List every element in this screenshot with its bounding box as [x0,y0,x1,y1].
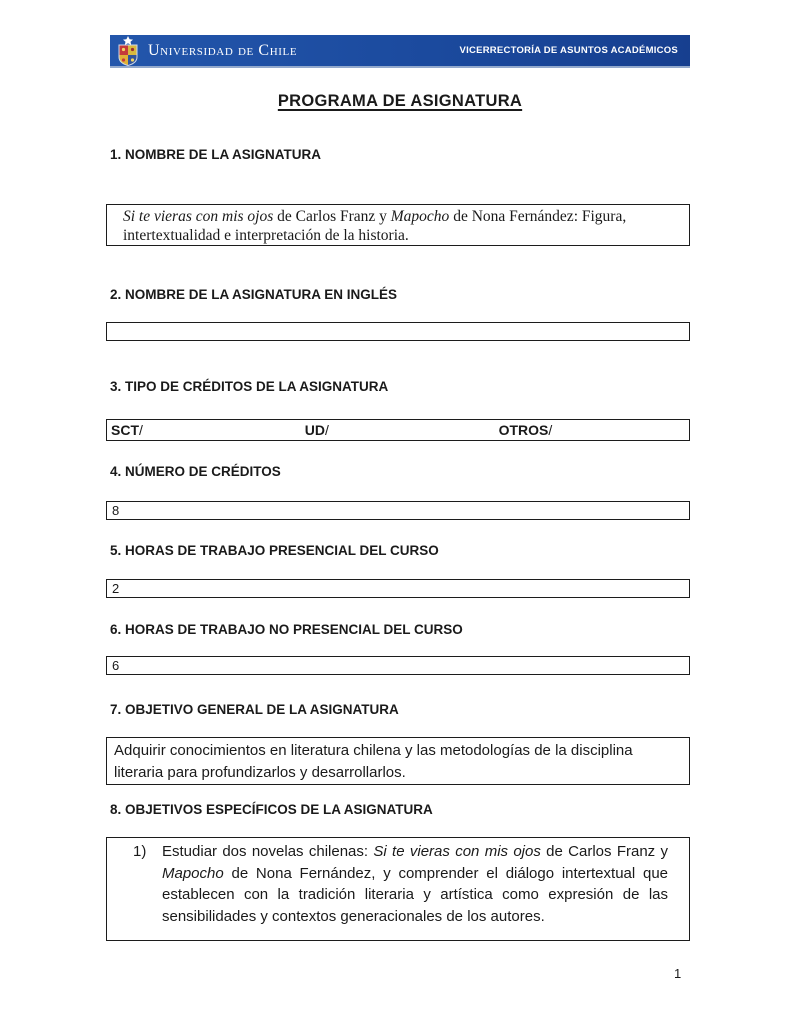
section7-value-box [106,737,690,785]
credit-type-sct: SCT/ [111,422,143,438]
credit-type-otros: OTROS/ [498,422,553,438]
section2-heading: 2. NOMBRE DE LA ASIGNATURA EN INGLÉS [110,287,398,302]
section5-heading: 5. HORAS DE TRABAJO PRESENCIAL DEL CURSO [110,543,439,558]
credit-type-ud: UD/ [304,422,329,438]
section3-credit-box [106,419,690,441]
novel-title-1: Si te vieras con mis ojos [123,208,274,225]
course-name-text: Si te vieras con mis ojos de Carlos Franz y Mapocho de Nona Fernández: Figura, intertextualidad e interpretación de la historia. [123,208,627,244]
credit-type-row [107,420,689,440]
novel-title-1: Si te vieras con mis ojos [373,843,541,860]
section7-heading: 7. OBJETIVO GENERAL DE LA ASIGNATURA [110,702,399,717]
section1-heading: 1. NOMBRE DE LA ASIGNATURA [110,147,322,162]
section2-value-box [106,322,690,341]
vicerrectoria-label: VICERRECTORÍA DE ASUNTOS ACADÉMICOS [459,45,678,56]
section6-heading: 6. HORAS DE TRABAJO NO PRESENCIAL DEL CURSO [110,622,463,637]
section3-heading: 3. TIPO DE CRÉDITOS DE LA ASIGNATURA [110,379,389,394]
section4-value-box: 8 [106,501,690,520]
general-objective-text: Adquirir conocimientos en literatura chilena y las metodologías de la disciplina literaria para profundizarlos y desarrollarlos. [114,742,633,781]
specific-objective-text: Estudiar dos novelas chilenas: Si te vieras con mis ojos de Carlos Franz y Mapocho de Nona Fernández, y comprender el diálogo intertextual que establecen con la tradición literaria y artística como expresión de las sensibilidades y contextos generacionales de los autores. [162,843,668,925]
section4-heading: 4. NÚMERO DE CRÉDITOS [110,464,281,479]
page-title: PROGRAMA DE ASIGNATURA [277,92,523,110]
section1-value-box [106,204,690,246]
novel-title-2: Mapocho [162,864,224,882]
specific-objective-item [107,838,689,931]
section5-value-box: 2 [106,579,690,598]
header-bar [110,35,690,68]
section8-value-box [106,837,690,941]
novel-title-2: Mapocho [390,208,450,225]
page-number: 1 [674,966,682,981]
section6-value-box: 6 [106,656,690,675]
university-name: Universidad de Chile [148,41,298,59]
list-item-marker: 1) [133,843,147,860]
university-crest-icon [117,36,139,66]
section8-heading: 8. OBJETIVOS ESPECÍFICOS DE LA ASIGNATURA [110,802,433,817]
